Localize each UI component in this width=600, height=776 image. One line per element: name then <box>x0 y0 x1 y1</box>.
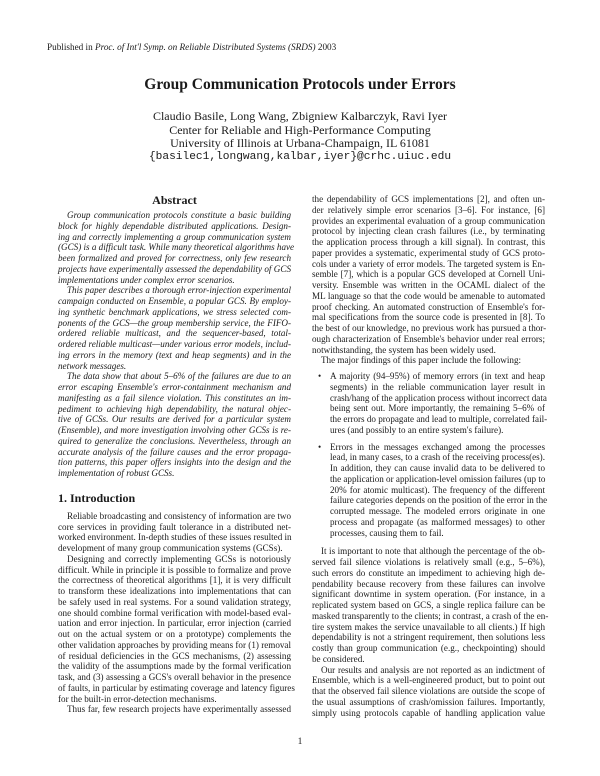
paragraph <box>58 371 291 479</box>
text-line: the correctness of theoretical algorithms [1], it is very difficult <box>58 575 291 586</box>
text-line: A majority (94–95%) of memory errors (in text and heap <box>330 371 545 381</box>
text-line: ML language so that the code would be amenable to automated <box>312 290 545 301</box>
author-names: Claudio Basile, Long Wang, Zbigniew Kalbarczyk, Ravi Iyer <box>152 109 448 123</box>
paragraph <box>312 194 545 355</box>
text-line: semble [7], which is a popular GCS developed at Cornell Uni- <box>312 269 545 280</box>
abstract-heading: Abstract <box>152 193 197 207</box>
bullet-item <box>312 441 548 539</box>
text-line: quired to generalize the conclusions. Nevertheless, through an <box>58 435 291 446</box>
bullet-icon: • <box>318 371 322 381</box>
section-heading-introduction: 1. Introduction <box>58 490 136 505</box>
paragraph <box>312 665 545 719</box>
text-line: implementations under complex error scenarios. <box>58 274 235 285</box>
address: University of Illinois at Urbana-Champaign, IL 61081 <box>170 136 430 151</box>
text-line: masked transparently to the clients; in contrast, a crash of the en- <box>312 610 549 621</box>
text-line: the best of our knowledge, no previous work has pursued a thor- <box>312 323 547 333</box>
text-line: Our results and analysis are not reported as an indictment of <box>321 664 545 675</box>
text-line: dependability is not a stringent requirement, then solutions less <box>312 632 545 643</box>
text-line: to transform these idealizations into implementations that can <box>58 586 291 596</box>
text-line: ough characterization of Ensemble's behavior under real errors; <box>312 333 545 344</box>
left-column <box>58 193 295 715</box>
text-line: pediment to achieving high dependability, the natural objec- <box>58 403 291 414</box>
page-number: 1 <box>297 737 303 747</box>
venue: Proc. of Int'l Symp. on Reliable Distributed Systems (SRDS) <box>94 42 316 52</box>
text-line: versity. Ensemble was written in the OCAML dialect of the <box>312 280 545 290</box>
text-line: Ensemble, which is a well-engineered product, but to point out <box>312 675 545 686</box>
paragraph <box>312 546 549 664</box>
text-line: paper provides a systematic, experimental study of GCS proto- <box>312 247 545 258</box>
text-line: other validation approaches by providing means for (1) removal <box>58 639 291 650</box>
text-line: failure categories depends on the position of the error in the <box>330 495 548 506</box>
text-line: lead, in many cases, to a crash of the receiving process(es). <box>330 452 545 463</box>
text-line: core services in providing fault tolerance in a distributed net- <box>58 521 291 532</box>
text-line: task, and (3) assessing a GCS's overall behavior in the presence <box>58 672 291 682</box>
paragraph <box>58 285 291 371</box>
text-line: Errors in the messages exchanged among the processes <box>330 441 545 452</box>
abstract-body <box>58 210 295 479</box>
text-line: proof checking. An automated construction of Ensemble's for- <box>312 301 545 312</box>
text-line: Reliable broadcasting and consistency of information are two <box>67 510 291 521</box>
text-line: segments) in the reliable communication layer result in <box>330 381 545 392</box>
paper-title: Group Communication Protocols under Errors <box>144 76 456 93</box>
text-line: ordered reliable multicast—under various error models, includ- <box>58 339 291 349</box>
text-line: development of many group communication systems (GCSs). <box>58 543 283 553</box>
affiliation: Center for Reliable and High-Performance Computing <box>169 122 431 137</box>
text-line: one should combine formal verification with model-based eval- <box>58 607 291 618</box>
text-line: ordered reliable multicast, and the sequencer-based, total- <box>58 328 291 339</box>
text-line: corrupted message. The modeled errors originate in one <box>330 506 545 516</box>
text-line: (GCS) is a difficult task. While many theoretical algorithms have <box>58 242 295 253</box>
text-line: The major findings of this paper include the following: <box>321 355 522 366</box>
text-line: of residual deficiencies in the GCS mechanisms, (2) assessing <box>58 650 291 661</box>
text-line: the application process through a kill signal). In contrast, this <box>312 237 545 247</box>
text-line: 20% for atomic multicast). The frequency of the different <box>330 484 545 495</box>
text-line: ing and correctly implementing a group communication system <box>58 231 291 242</box>
text-line: manifesting as a fail silence violation. This constitutes an im- <box>58 392 291 403</box>
text-line: replicated system based on GCS, a single replica failure can be <box>312 600 545 610</box>
text-line: out on the actual system or on a prototype) complements the <box>58 629 291 639</box>
text-line: Designing and correctly implementing GCSs is notoriously <box>67 553 291 564</box>
text-line: error escaping Ensemble's error-containment mechanism and <box>58 382 291 392</box>
text-line: that the observed fail silence violations are outside the scope of <box>312 686 545 696</box>
text-line: difficult. While in principle it is possible to formalize and prove <box>58 564 291 575</box>
text-line: der relatively simple error scenarios [3–6]. For instance, [6] <box>312 204 545 215</box>
text-line: In addition, they can cause invalid data to be delivered to <box>330 463 545 473</box>
text-line: This paper describes a thorough error-injection experimental <box>67 285 291 296</box>
bullet-icon: • <box>318 441 322 452</box>
text-line: costly than group communication (e.g., checkpointing) should <box>312 643 545 653</box>
text-line: the application or application-level omission failures (up to <box>330 473 546 484</box>
text-line: significant downtime in system operation. (For instance, in a <box>312 589 545 600</box>
text-line: network messages. <box>58 360 127 371</box>
text-line: It is important to note that although the percentage of the ob- <box>321 546 545 557</box>
text-line: simply using protocols capable of handling application value <box>312 707 545 718</box>
paragraph <box>58 704 291 715</box>
text-line: worked environment. In-depth studies of these issues resulted in <box>58 532 292 543</box>
text-line: accurate analysis of the failure causes and the error propaga- <box>58 446 291 457</box>
text-line: block for highly dependable distributed applications. Design- <box>58 220 291 231</box>
text-line: crash/hang of the application process without incorrect data <box>330 392 547 403</box>
text-line: pendability because recovery from these failures can involve <box>312 578 545 589</box>
text-line: be safely used in real systems. For a sound validation strategy, <box>58 596 291 607</box>
paragraph <box>58 511 291 554</box>
author-block <box>0 110 600 164</box>
text-line: implementation of robust GCSs. <box>58 468 175 478</box>
publication-note <box>47 42 336 52</box>
introduction-body <box>58 510 295 715</box>
text-line: tive of GCSs. Our results are derived for a particular system <box>58 414 291 425</box>
email: {basilec1,longwang,kalbar,iyer}@crhc.uiuc.edu <box>148 150 452 163</box>
paragraph <box>58 210 295 285</box>
paragraph <box>312 355 545 366</box>
text-line: Thus far, few research projects have experimentally assessed <box>67 704 291 715</box>
text-line: ponents of the GCS—the group membership service, the FIFO- <box>58 317 291 328</box>
text-line: Group communication protocols constitute a basic building <box>67 210 291 220</box>
text-line: campaign conducted on Ensemble, a popular GCS. By employ- <box>58 296 291 306</box>
text-line: served fail silence violations is relatively small (e.g., 5–6%), <box>312 557 545 567</box>
text-line: of faults, in particular by estimating coverage and latency figures <box>58 682 295 693</box>
text-line: notwithstanding, the system has been widely used. <box>312 344 496 355</box>
text-line: the validity of the assumptions made by the formal verification <box>58 661 291 672</box>
text-line: mal specifications from the source code is presented in [8]. To <box>312 312 545 323</box>
year: 2003 <box>315 42 337 52</box>
text-line: ures (and possibly to an entire system's failure). <box>330 424 504 435</box>
text-line: the usual assumptions of crash/omission failures. Importantly, <box>312 696 545 707</box>
paragraph <box>58 553 295 705</box>
text-line: uation and error injection. In particular, error injection (carried <box>58 618 291 629</box>
text-line: process and propagate (as malformed messages) to other <box>330 516 545 527</box>
right-column <box>312 194 549 718</box>
text-line: processes, causing them to fail. <box>330 527 444 538</box>
text-line: for the built-in error-detection mechanisms. <box>58 693 217 704</box>
published-prefix: Published in <box>47 42 95 52</box>
text-line: protocol by injecting clean crash failures (i.e., by terminating <box>312 226 545 237</box>
text-line: been formalized and proved for correctness, only few research <box>58 253 291 263</box>
text-line: such errors do constitute an impediment to achieving high de- <box>312 567 545 578</box>
text-line: ing synthetic benchmark applications, we stress selected com- <box>58 306 291 317</box>
text-line: provides an experimental evaluation of a group communication <box>312 215 545 226</box>
text-line: projects have experimentally assessed the dependability of GCS <box>58 263 291 274</box>
text-line: ing errors in the memory (text and heap segments) and in the <box>58 349 291 360</box>
text-line: be considered. <box>312 653 365 664</box>
text-line: the dependability of GCS implementations [2], and often un- <box>312 194 545 204</box>
text-line: being sent out. More importantly, the remaining 5–6% of <box>330 403 545 414</box>
text-line: tire system makes the service unavailable to all clients.) If high <box>312 621 545 632</box>
text-line: (Ensemble), and more investigation involving other GCSs is re- <box>58 425 291 435</box>
text-line: the errors do propagate and lead to multiple, correlated fail- <box>330 414 548 424</box>
bullet-item <box>312 371 548 436</box>
text-line: tion patterns, this paper offers insights into the design and the <box>58 457 291 468</box>
text-line: The data show that about 5–6% of the failures are due to an <box>67 371 291 382</box>
text-line: cols under a variety of error models. The targeted system is En- <box>312 258 545 269</box>
